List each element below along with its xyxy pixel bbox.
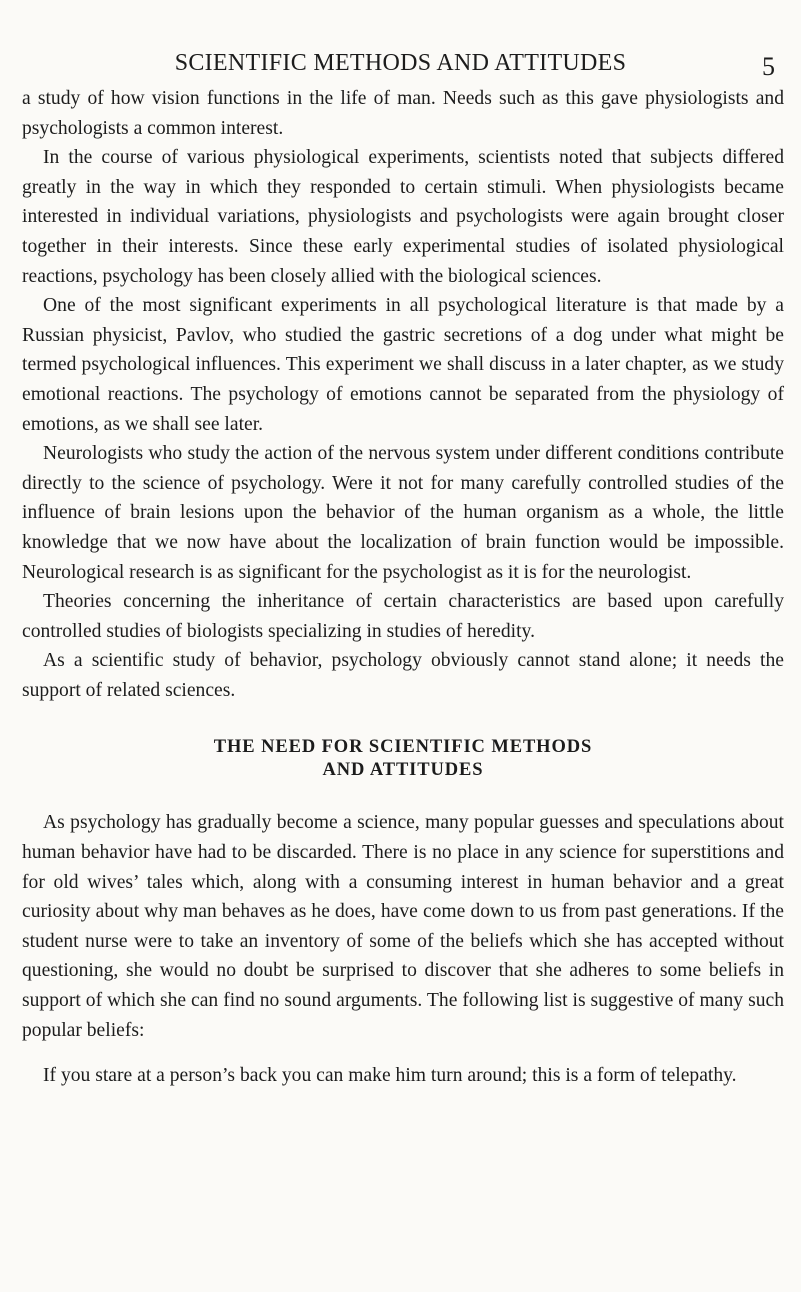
belief-list-item: If you stare at a person’s back you can make him turn around; this is a form of telepathy. [43,1065,737,1087]
paragraph-physiological-experiments: In the course of various physiological experiments, scientists noted that subjects differed greatly in the way in which they responded to certain stimuli. When physiologists became interested in individual variations, physiologists and psychologists were again brought closer together in their interests. Since these early experimental studies of isolated physiological reactions, psychology has been closely allied with the biological sciences. [22,147,784,287]
body-text [22,84,784,1091]
paragraph-heredity: Theories concerning the inheritance of certain characteristics are based upon carefully controlled studies of biologists specializing in studies of heredity. [22,591,784,642]
section-heading [22,736,784,782]
section-heading-line-1: THE NEED FOR SCIENTIFIC METHODS [213,737,593,758]
paragraph-related-sciences: As a scientific study of behavior, psychology obviously cannot stand alone; it needs the support of related sciences. [22,650,784,701]
running-head-title: SCIENTIFIC METHODS AND ATTITUDES [174,50,627,76]
page-number: 5 [762,52,775,81]
paragraph-neurologists: Neurologists who study the action of the nervous system under different conditions contribute directly to the science of psychology. Were it not for many carefully controlled studies of the influence of brain lesions upon the behavior of the human organism as a whole, the little knowledge that we now have about the localization of brain function would be impossible. Neurological research is as significant for the psychologist as it is for the neurologist. [22,443,784,583]
paragraph-continuation: a study of how vision functions in the life of man. Needs such as this gave physiologists and psychologists a common interest. [22,88,784,139]
paragraph-pavlov: One of the most significant experiments in all psychological literature is that made by a Russian physicist, Pavlov, who studied the gastric secretions of a dog under what might be termed psychological influences. This experiment we shall discuss in a later chapter, as we study emotional reactions. The psychology of emotions cannot be separated from the physiology of emotions, as we shall see later. [22,295,784,435]
section-heading-line-2: AND ATTITUDES [322,760,484,781]
paragraph-popular-beliefs: As psychology has gradually become a science, many popular guesses and speculations about human behavior have had to be discarded. There is no place in any science for superstitions and for old wives’ tales which, along with a consuming interest in human behavior and a great curiosity about why man behaves as he does, have come down to us from past generations. If the student nurse were to take an inventory of some of the beliefs which she has accepted without questioning, she would no doubt be surprised to discover that she adheres to some beliefs in support of which she can find no sound arguments. The following list is suggestive of many such popular beliefs: [22,812,784,1041]
